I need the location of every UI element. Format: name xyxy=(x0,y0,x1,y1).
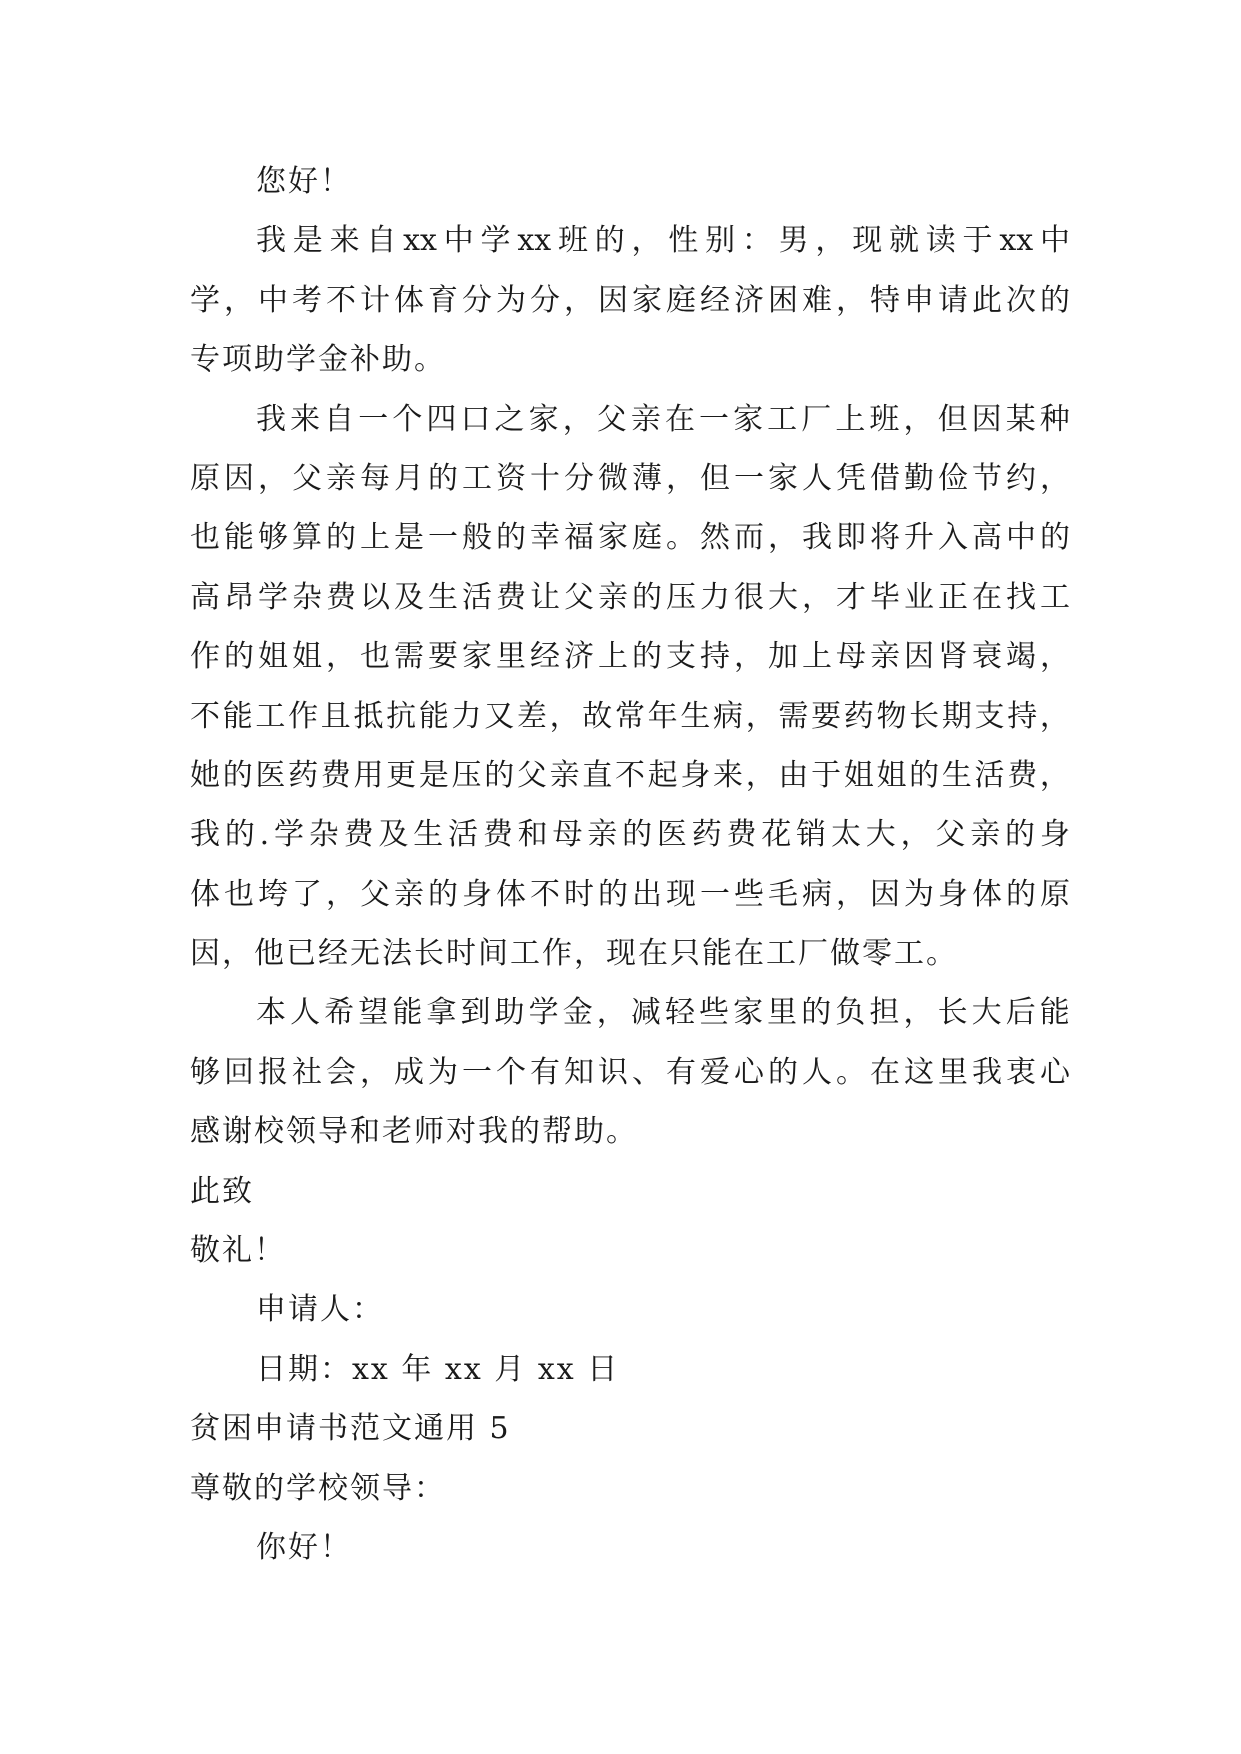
paragraph-line: 我 是 来 自 xx 中 学 xx 班 的 ， 性 别 ： 男 ， 现 就 读 于 xx 中 xyxy=(256,223,1070,259)
date-line: 日期：xx 年 xx 月 xx 日 xyxy=(256,1351,620,1387)
paragraph-line: 也 能 够 算 的 上 是 一 般 的 幸 福 家 庭 。 然 而 ， 我 即 将 升 入 高 中 的 xyxy=(190,520,1070,556)
section-title: 贫困申请书范文通用 5 xyxy=(190,1411,511,1447)
salutation-line: 敬礼！ xyxy=(190,1233,286,1269)
paragraph-line: 我 的 . 学 杂 费 及 生 活 费 和 母 亲 的 医 药 费 花 销 太 大 ， 父 亲 的 身 xyxy=(190,817,1070,853)
paragraph-line: 学 ， 中 考 不 计 体 育 分 为 分 ， 因 家 庭 经 济 困 难 ， 特 申 请 此 次 的 xyxy=(190,282,1070,318)
paragraph-line: 原 因 ， 父 亲 每 月 的 工 资 十 分 微 薄 ， 但 一 家 人 凭 借 勤 俭 节 约 ， xyxy=(190,460,1070,496)
paragraph-line: 专项助学金补助。 xyxy=(190,342,446,378)
paragraph-line: 本 人 希 望 能 拿 到 助 学 金 ， 减 轻 些 家 里 的 负 担 ， 长 大 后 能 xyxy=(256,995,1070,1031)
paragraph-line: 她 的 医 药 费 用 更 是 压 的 父 亲 直 不 起 身 来 ， 由 于 姐 姐 的 生 活 费 ， xyxy=(190,757,1070,793)
paragraph-line: 体 也 垮 了 ， 父 亲 的 身 体 不 时 的 出 现 一 些 毛 病 ， 因 为 身 体 的 原 xyxy=(190,876,1070,912)
paragraph-line: 因，他已经无法长时间工作，现在只能在工厂做零工。 xyxy=(190,936,958,972)
paragraph-line: 不 能 工 作 且 抵 抗 能 力 又 差 ， 故 常 年 生 病 ， 需 要 药 物 长 期 支 持 ， xyxy=(190,698,1070,734)
paragraph-line: 够 回 报 社 会 ， 成 为 一 个 有 知 识 、 有 爱 心 的 人 。 在 这 里 我 衷 心 xyxy=(190,1054,1070,1090)
greeting-line: 您好！ xyxy=(256,164,352,199)
paragraph-line: 高 昂 学 杂 费 以 及 生 活 费 让 父 亲 的 压 力 很 大 ， 才 毕 业 正 在 找 工 xyxy=(190,579,1070,615)
recipient-line: 尊敬的学校领导： xyxy=(190,1470,446,1506)
applicant-line: 申请人： xyxy=(256,1292,384,1328)
closing-line: 此致 xyxy=(190,1173,254,1209)
greeting-line: 你好！ xyxy=(256,1529,352,1565)
paragraph-line: 作 的 姐 姐 ， 也 需 要 家 里 经 济 上 的 支 持 ， 加 上 母 亲 因 肾 衰 竭 ， xyxy=(190,639,1070,675)
document-body xyxy=(190,152,1070,1577)
paragraph-line: 我 来 自 一 个 四 口 之 家 ， 父 亲 在 一 家 工 厂 上 班 ， 但 因 某 种 xyxy=(256,401,1070,437)
paragraph-line: 感谢校领导和老师对我的帮助。 xyxy=(190,1114,638,1150)
